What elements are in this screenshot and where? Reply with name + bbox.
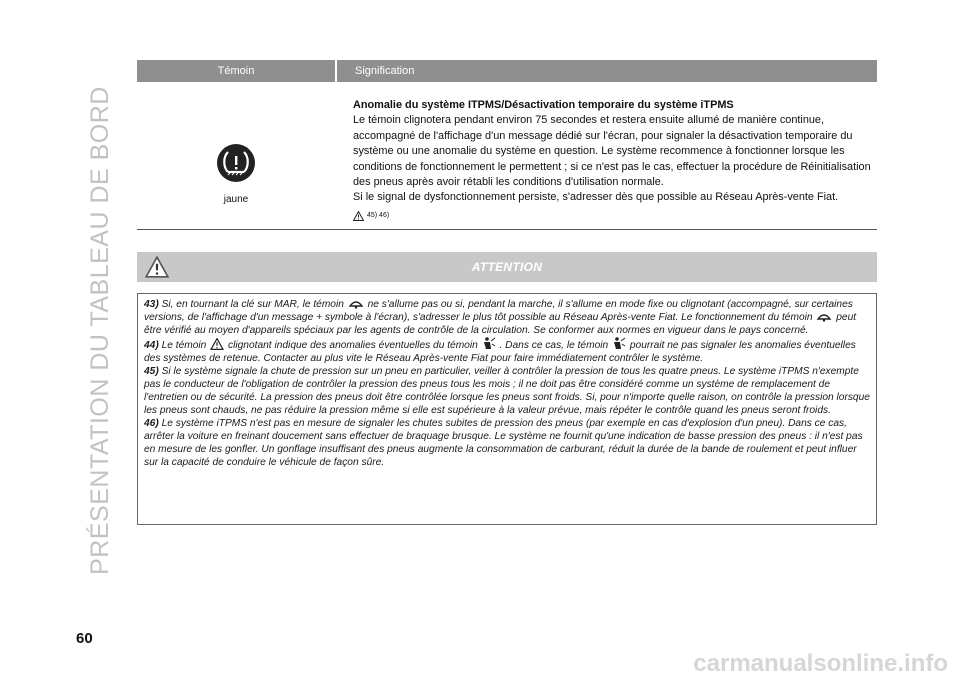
- attention-header: [137, 252, 877, 282]
- header-signification: Signification: [335, 60, 877, 82]
- meaning-cell: [335, 82, 877, 223]
- warning-triangle-icon: [210, 338, 224, 350]
- warning-triangle-icon: [353, 211, 364, 221]
- warning-references: [353, 208, 877, 223]
- tpms-warning-icon: [217, 144, 255, 182]
- table-row: [137, 82, 877, 230]
- indicator-cell: [137, 82, 335, 223]
- table-header: [137, 60, 877, 82]
- reference-numbers: 45) 46): [367, 211, 390, 219]
- attention-title: ATTENTION: [471, 260, 543, 274]
- meaning-paragraph-1: Le témoin clignotera pendant environ 75 secondes et restera ensuite allumé de manière continue, accompagné de l'affichage d'un message dédié sur l'écran, pour signaler la désactivation temporaire du système ou une anomalie du système en question. Le système recommence à fonctionner lorsque les conditions de fonctionnement le permettent ; si ce n'est pas le cas, effectuer la procédure de Réinitialisation des pneus après avoir rétabli les conditions d'utilisation normale.: [353, 114, 871, 189]
- airbag-icon: [816, 311, 832, 322]
- warning-triangle-icon: [145, 256, 169, 278]
- meaning-paragraph-2: Si le signal de dysfonctionnement persiste, s'adresser dès que possible au Réseau Après-vente Fiat.: [353, 191, 839, 204]
- seat-belt-icon: [612, 337, 626, 350]
- warning-light-table: [137, 60, 877, 230]
- attention-item-46: 46) Le système iTPMS n'est pas en mesure de signaler les chutes subites de pression des pneus (par exemple en cas d'explosion d'un pneu). Dans ce cas, arrêter la voiture en freinant doucement sans effectuer de braquage brusque. Le système ne fournit qu'une indication de basse pression des pneus : il n'est pas en mesure de les gonfler. Un gonflage insuffisant des pneus augmente la consommation de carburant, réduit la durée de la bande de roulement et peut influer sur la capacité de conduire le véhicule de façon sûre.: [144, 418, 863, 468]
- seat-belt-icon: [482, 337, 496, 350]
- watermark-logo: carmanualsonline.info: [693, 650, 948, 677]
- section-side-title: PRÉSENTATION DU TABLEAU DE BORD: [85, 85, 114, 575]
- attention-item-44: 44) Le témoin clignotant indique des anomalies éventuelles du témoin . Dans ce cas, le témoin pourrait ne pas signaler les anomalies éventuelles des systèmes de retenue. Contacter au plus vite le Réseau Après-vente Fiat pour faire immédiatement contrôler le système.: [144, 337, 870, 365]
- indicator-color-label: jaune: [223, 194, 249, 205]
- header-temoin: Témoin: [217, 65, 255, 77]
- attention-item-45: 45) Si le système signale la chute de pression sur un pneu en particulier, veiller à contrôler la pression de tous les quatre pneus. Le système iTPMS n'exempte pas le conducteur de l'obligation de contrôler la pression des pneus tous les mois ; il ne doit pas être considéré comme un système de remplacement de l'entretien ou de sécurité. La pression des pneus doit être contrôlée lorsque les pneus sont froids. Si, pour n'importe quelle raison, on contrôle la pression lorsque les pneus sont chauds, ne pas réduire la pression même si elle est supérieure à la valeur prévue, mais répéter le contrôle quand les pneus seront froids.: [144, 366, 870, 416]
- airbag-icon: [348, 298, 364, 309]
- attention-box: [137, 293, 877, 525]
- meaning-title: Anomalie du système ITPMS/Désactivation temporaire du système iTPMS: [353, 99, 734, 111]
- page-number: 60: [76, 630, 93, 647]
- attention-item-43: 43) Si, en tournant la clé sur MAR, le témoin ne s'allume pas ou si, pendant la marche, il s'allume en mode fixe ou clignotant (accompagné, sur certaines versions, de l'affichage d'un message + symbole à l'écran), s'adresser le plus tôt possible au Réseau Après-vente Fiat. Le fonctionnement du témoin peut être vérifié au moyen d'appareils spéciaux par les agents de contrôle de la circulation. Se conformer aux normes en vigueur dans le pays concerné.: [144, 299, 857, 336]
